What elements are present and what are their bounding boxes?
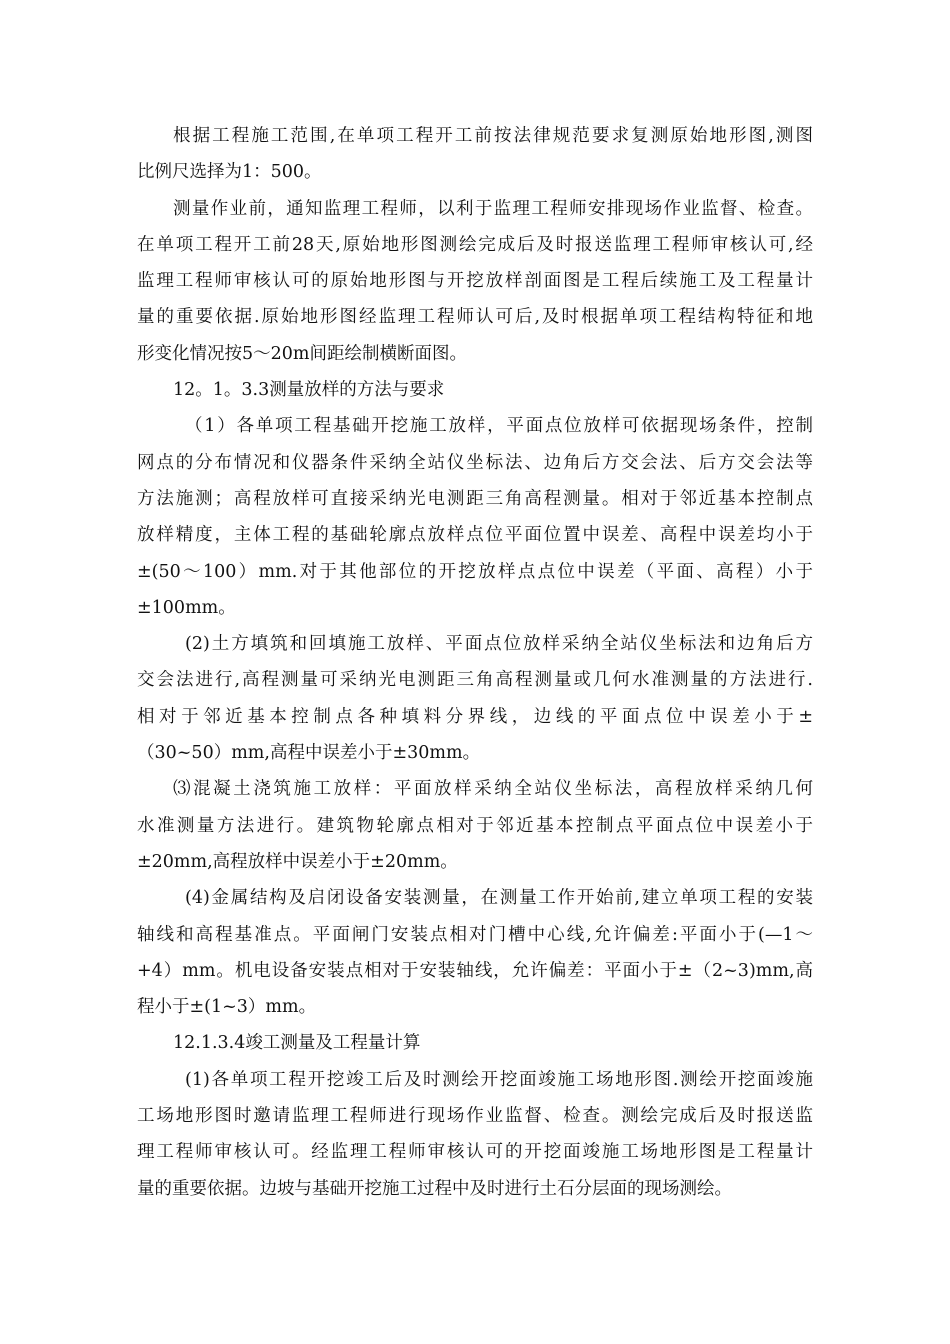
text-line: 放样精度，主体工程的基础轮廓点放样点位平面位置中误差、高程中误差均小于 — [137, 525, 813, 546]
paragraph — [137, 771, 813, 880]
text-line: 12。1。3.3测量放样的方法与要求 — [173, 380, 445, 401]
text-line: 在单项工程开工前28天,原始地形图测绘完成后及时报送监理工程师审核认可,经 — [137, 234, 813, 255]
paragraph — [137, 880, 813, 1025]
section-heading — [137, 372, 813, 408]
paragraph — [137, 1062, 813, 1207]
document-body — [137, 118, 813, 1207]
section-heading — [137, 1025, 813, 1061]
text-line: 理工程师审核认可。经监理工程师审核认可的开挖面竣施工场地形图是工程量计 — [137, 1142, 813, 1163]
text-line: ±(50～100）mm.对于其他部位的开挖放样点点位中误差（平面、高程）小于 — [137, 561, 813, 582]
text-line: ⑶混凝土浇筑施工放样：平面放样采纳全站仪坐标法，高程放样采纳几何 — [173, 779, 813, 800]
text-line: (2)土方填筑和回填施工放样、平面点位放样采纳全站仪坐标法和边角后方 — [185, 634, 813, 655]
text-line: 12.1.3.4竣工测量及工程量计算 — [173, 1033, 421, 1054]
paragraph — [137, 118, 813, 191]
text-line: 监理工程师审核认可的原始地形图与开挖放样剖面图是工程后续施工及工程量计 — [137, 271, 813, 292]
text-line: 程小于±(1~3）mm。 — [137, 997, 317, 1018]
text-line: ±20mm,高程放样中误差小于±20mm。 — [137, 851, 458, 872]
text-line: 量的重要依据.原始地形图经监理工程师认可后,及时根据单项工程结构特征和地 — [137, 307, 813, 328]
text-line: 工场地形图时邀请监理工程师进行现场作业监督、检查。测绘完成后及时报送监 — [137, 1106, 813, 1127]
text-line: ±100mm。 — [137, 597, 236, 618]
text-line: 水准测量方法进行。建筑物轮廓点相对于邻近基本控制点平面点位中误差小于 — [137, 815, 813, 836]
document-page — [137, 118, 813, 1207]
text-line: 网点的分布情况和仪器条件采纳全站仪坐标法、边角后方交会法、后方交会法等 — [137, 452, 813, 473]
text-line: 相对于邻近基本控制点各种填料分界线，边线的平面点位中误差小于± — [137, 706, 813, 727]
text-line: （30~50）mm,高程中误差小于±30mm。 — [137, 743, 481, 764]
text-line: 交会法进行,高程测量可采纳光电测距三角高程测量或几何水准测量的方法进行. — [137, 670, 813, 691]
text-line: 量的重要依据。边坡与基础开挖施工过程中及时进行土石分层面的现场测绘。 — [137, 1178, 732, 1199]
text-line: （1）各单项工程基础开挖施工放样，平面点位放样可依据现场条件，控制 — [185, 416, 813, 437]
text-line: 比例尺选择为1：500。 — [137, 162, 322, 183]
paragraph — [137, 408, 813, 626]
text-line: (4)金属结构及启闭设备安装测量，在测量工作开始前,建立单项工程的安装 — [185, 888, 813, 909]
text-line: (1)各单项工程开挖竣工后及时测绘开挖面竣施工场地形图.测绘开挖面竣施 — [185, 1069, 813, 1090]
text-line: 根据工程施工范围,在单项工程开工前按法律规范要求复测原始地形图,测图 — [173, 126, 813, 146]
paragraph — [137, 626, 813, 771]
text-line: 方法施测；高程放样可直接采纳光电测距三角高程测量。相对于邻近基本控制点 — [137, 488, 813, 509]
paragraph — [137, 191, 813, 372]
text-line: 形变化情况按5～20m间距绘制横断面图。 — [137, 343, 467, 364]
text-line: 测量作业前，通知监理工程师，以利于监理工程师安排现场作业监督、检查。 — [173, 198, 813, 219]
text-line: +4）mm。机电设备安装点相对于安装轴线，允许偏差：平面小于±（2~3)mm,高 — [137, 960, 813, 981]
text-line: 轴线和高程基准点。平面闸门安装点相对门槽中心线,允许偏差:平面小于(—1～ — [137, 924, 813, 945]
